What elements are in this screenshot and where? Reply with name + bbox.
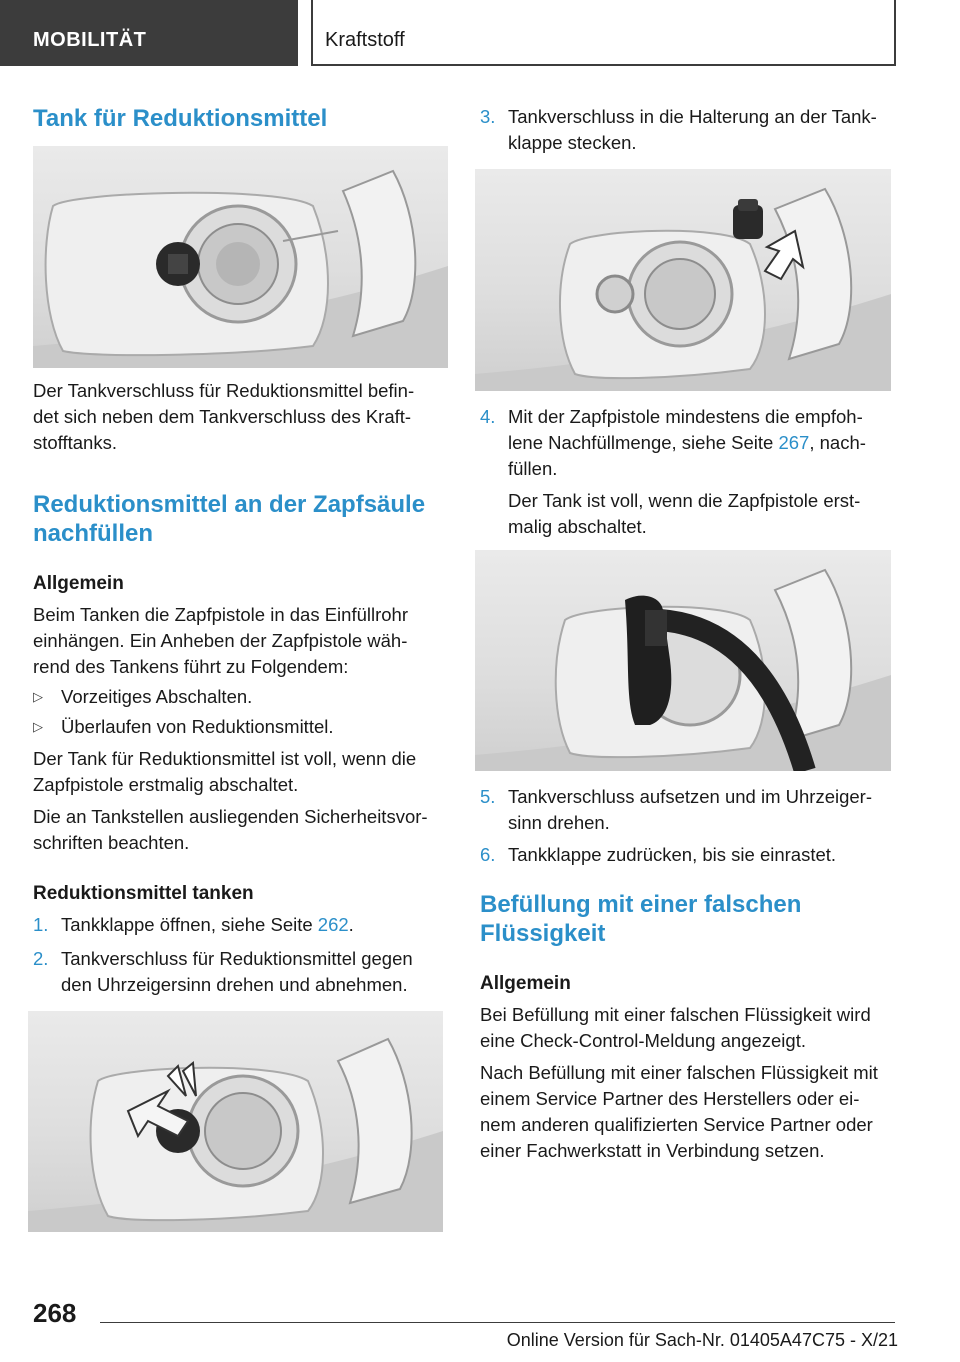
page-link[interactable]: 267 — [778, 432, 810, 453]
full-note-paragraph: Der Tank für Reduktionsmittel ist voll, wenn die Zapfpistole erstmalig abschaltet. — [33, 748, 417, 795]
section-tab — [0, 0, 298, 66]
online-version-note: Online Version für Sach-Nr. 01405A47C75 - X/21 — [506, 1330, 898, 1350]
topic-tab — [311, 0, 896, 66]
footer-divider — [100, 1322, 895, 1323]
nozzle-illustration — [475, 550, 891, 771]
wrong-fluid-paragraph-1: Bei Befüllung mit einer falschen Flüssigkeit wird eine Check-Control-Meldung angezeigt. — [480, 1004, 871, 1051]
heading-tank: Tank für Reduktionsmittel — [33, 105, 328, 132]
figure-reductant-cap-location — [33, 146, 448, 368]
subheading-general: Allgemein — [480, 973, 571, 994]
figure-nozzle-inserted — [475, 550, 891, 771]
intro-paragraph: Der Tankverschluss für Reduktionsmittel befin- det sich neben dem Tankverschluss des Kraft- stofftanks. — [33, 380, 415, 453]
section-title: MOBILITÄT — [33, 29, 147, 51]
cap-removal-illustration — [28, 1011, 443, 1232]
page-link[interactable]: 262 — [317, 914, 349, 935]
heading-wrong-fluid: Befüllung mit einer falschen Flüssigkeit — [480, 891, 802, 947]
heading-refill: Reduktionsmittel an der Zapfsäule nachfüllen — [33, 491, 426, 547]
safety-note-paragraph: Die an Tankstellen ausliegenden Sicherheitsvor- schriften beachten. — [33, 806, 428, 853]
topic-title: Kraftstoff — [325, 29, 405, 51]
figure-cap-holder — [475, 169, 891, 391]
fuel-door-illustration — [33, 146, 448, 368]
triangle-right-outline-icon: ▷ — [33, 689, 43, 704]
step4-note: Der Tank ist voll, wenn die Zapfpistole erst- malig abschaltet. — [508, 490, 861, 537]
wrong-fluid-paragraph-2: Nach Befüllung mit einer falschen Flüssigkeit mit einem Service Partner des Herstellers oder ei- nem anderen qualifizierten Service Partner oder einer Fachwerkstatt in Verbindung setzen. — [480, 1062, 878, 1161]
page-number: 268 — [33, 1298, 77, 1328]
subheading-general: Allgemein — [33, 573, 124, 594]
figure-remove-cap — [28, 1011, 443, 1232]
triangle-right-outline-icon: ▷ — [33, 719, 43, 734]
cap-holder-illustration — [475, 169, 891, 391]
subheading-fill: Reduktionsmittel tanken — [33, 883, 254, 904]
general-paragraph: Beim Tanken die Zapfpistole in das Einfüllrohr einhängen. Ein Anheben der Zapfpistole wäh- rend des Tankens führt zu Folgendem: — [33, 604, 409, 677]
